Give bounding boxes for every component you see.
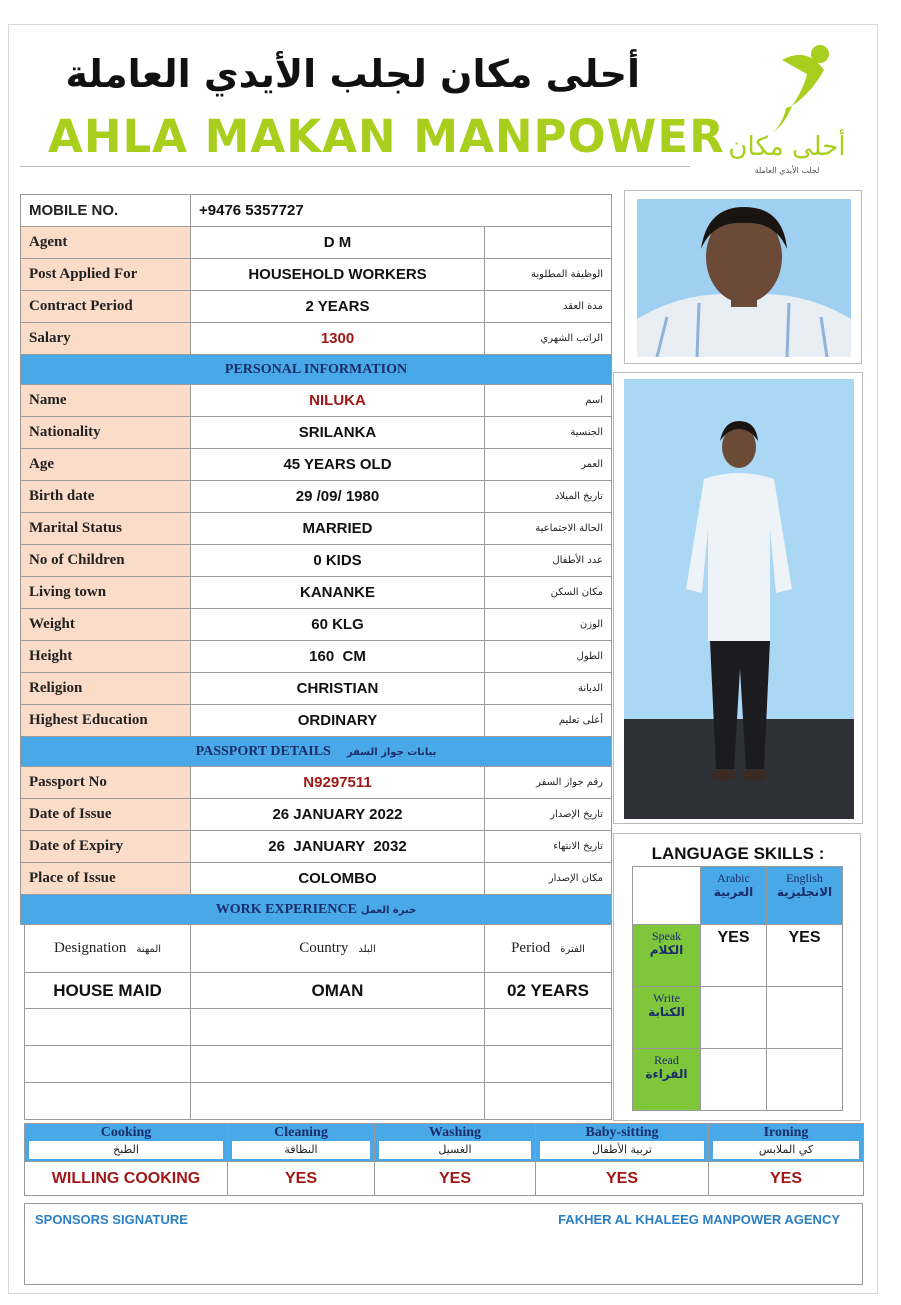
weight-label: Weight	[21, 609, 191, 641]
agent-label: Agent	[21, 227, 191, 259]
birthdate-value: 29 /09/ 1980	[191, 481, 485, 513]
height-label: Height	[21, 641, 191, 673]
full-body-photo	[613, 372, 863, 824]
work-section-title-arabic: خبرة العمل	[360, 904, 417, 916]
passport-no-label: Passport No	[21, 767, 191, 799]
english-column-header	[767, 867, 843, 925]
age-value: 45 YEARS OLD	[191, 449, 485, 481]
religion-arabic: الديانة	[485, 673, 612, 705]
read-ar: القراءة	[645, 1067, 688, 1081]
country-header	[191, 925, 485, 973]
sponsor-signature-label: SPONSORS SIGNATURE	[35, 1212, 188, 1227]
table-row	[21, 799, 612, 831]
post-arabic: الوظيفة المطلوبة	[485, 259, 612, 291]
table-row	[21, 259, 612, 291]
babysitting-header	[536, 1124, 709, 1162]
salary-arabic: الراتب الشهري	[485, 323, 612, 355]
ironing-header	[709, 1124, 864, 1162]
cleaning-value: YES	[228, 1162, 375, 1196]
expiry-date-label: Date of Expiry	[21, 831, 191, 863]
issue-date-label: Date of Issue	[21, 799, 191, 831]
issue-place-arabic: مكان الإصدار	[485, 863, 612, 895]
designation-header-ar: المهنة	[136, 944, 162, 955]
language-skills-table	[632, 866, 843, 1111]
table-row	[21, 577, 612, 609]
work-section-header	[21, 895, 612, 925]
portrait-illustration	[637, 199, 851, 357]
birthdate-arabic: تاريخ الميلاد	[485, 481, 612, 513]
education-arabic: أعلى تعليم	[485, 705, 612, 737]
header-divider	[20, 166, 690, 167]
passport-section	[21, 737, 612, 767]
language-skills-title: LANGUAGE SKILLS :	[651, 844, 825, 863]
passport-section-title-arabic: بيانات جواز السفر	[346, 746, 437, 758]
speak-row-header	[633, 925, 701, 987]
language-header-row	[633, 867, 843, 925]
table-row	[21, 291, 612, 323]
cooking-ar: الطبخ	[29, 1141, 223, 1159]
birthdate-label: Birth date	[21, 481, 191, 513]
language-corner-cell	[633, 867, 701, 925]
contract-arabic: مدة العقد	[485, 291, 612, 323]
washing-ar: الغسيل	[379, 1141, 531, 1159]
cleaning-en: Cleaning	[274, 1125, 328, 1140]
washing-value: YES	[375, 1162, 536, 1196]
period-header-ar: الفترة	[560, 944, 585, 955]
portrait-photo	[624, 190, 862, 364]
table-row	[21, 545, 612, 577]
town-arabic: مكان السكن	[485, 577, 612, 609]
table-row	[21, 481, 612, 513]
period-header	[485, 925, 612, 973]
write-english-value	[767, 987, 843, 1049]
write-arabic-value	[701, 987, 767, 1049]
issue-date-value: 26 JANUARY 2022	[191, 799, 485, 831]
town-value: KANANKE	[191, 577, 485, 609]
agent-value: D M	[191, 227, 485, 259]
weight-arabic: الوزن	[485, 609, 612, 641]
nationality-arabic: الجنسية	[485, 417, 612, 449]
country-value: OMAN	[191, 973, 485, 1009]
height-value: 160 CM	[191, 641, 485, 673]
designation-header-en: Designation	[53, 940, 127, 956]
ironing-en: Ironing	[763, 1125, 809, 1140]
write-row-header	[633, 987, 701, 1049]
designation-header	[25, 925, 191, 973]
english-column-ar: الانجليزية	[776, 885, 833, 899]
table-row	[633, 987, 843, 1049]
nationality-value: SRILANKA	[191, 417, 485, 449]
table-row	[21, 385, 612, 417]
read-arabic-value	[701, 1049, 767, 1111]
children-arabic: عدد الأطفال	[485, 545, 612, 577]
name-label: Name	[21, 385, 191, 417]
babysitting-en: Baby-sitting	[585, 1125, 659, 1140]
skills-value-row	[25, 1162, 864, 1196]
town-label: Living town	[21, 577, 191, 609]
period-value: 02 YEARS	[485, 973, 612, 1009]
education-value: ORDINARY	[191, 705, 485, 737]
table-row	[21, 513, 612, 545]
passport-no-arabic: رقم جواز السفر	[485, 767, 612, 799]
height-arabic: الطول	[485, 641, 612, 673]
personal-section-title: PERSONAL INFORMATION	[21, 355, 612, 385]
signature-box	[24, 1203, 863, 1285]
period-header-en: Period	[511, 940, 551, 956]
table-row	[21, 641, 612, 673]
cooking-header	[25, 1124, 228, 1162]
salary-label: Salary	[21, 323, 191, 355]
arabic-column-ar: العربية	[713, 885, 754, 899]
table-row	[21, 863, 612, 895]
table-row	[633, 925, 843, 987]
skills-header-row	[25, 1124, 864, 1162]
language-skills-box	[613, 833, 861, 1121]
arabic-column-header	[701, 867, 767, 925]
table-row	[21, 449, 612, 481]
table-row	[21, 323, 612, 355]
table-row	[25, 973, 612, 1009]
speak-en: Speak	[651, 929, 682, 943]
household-skills-table	[24, 1123, 864, 1196]
age-label: Age	[21, 449, 191, 481]
table-row	[25, 1009, 612, 1046]
passport-no-value: N9297511	[191, 767, 485, 799]
agent-arabic	[485, 227, 612, 259]
washing-en: Washing	[428, 1125, 482, 1140]
ironing-ar: كي الملابس	[713, 1141, 859, 1159]
speak-ar: الكلام	[649, 943, 684, 957]
table-row	[21, 417, 612, 449]
children-value: 0 KIDS	[191, 545, 485, 577]
table-row	[21, 705, 612, 737]
personal-section-header	[21, 355, 612, 385]
passport-section-header	[21, 737, 612, 767]
age-arabic: العمر	[485, 449, 612, 481]
cleaning-ar: النظافة	[232, 1141, 370, 1159]
marital-label: Marital Status	[21, 513, 191, 545]
expiry-date-arabic: تاريخ الانتهاء	[485, 831, 612, 863]
religion-label: Religion	[21, 673, 191, 705]
speak-english-value: YES	[767, 925, 843, 987]
table-row	[21, 609, 612, 641]
country-header-ar: البلد	[358, 944, 376, 955]
education-label: Highest Education	[21, 705, 191, 737]
babysitting-ar: تربية الأطفال	[540, 1141, 704, 1159]
cooking-en: Cooking	[100, 1125, 152, 1140]
children-label: No of Children	[21, 545, 191, 577]
agency-logo	[712, 40, 862, 180]
table-row	[633, 1049, 843, 1111]
cooking-value: WILLING COOKING	[25, 1162, 228, 1196]
country-header-en: Country	[299, 940, 349, 956]
arabic-column-en: Arabic	[717, 871, 750, 885]
logo-arabic-text: أحلى مكان	[728, 132, 846, 162]
work-section	[21, 895, 612, 925]
agency-title-english: AHLA MAKAN MANPOWER	[48, 110, 725, 163]
read-en: Read	[654, 1053, 679, 1067]
speak-arabic-value: YES	[701, 925, 767, 987]
religion-value: CHRISTIAN	[191, 673, 485, 705]
designation-value: HOUSE MAID	[25, 973, 191, 1009]
nationality-label: Nationality	[21, 417, 191, 449]
logo-subtitle: لجلب الأيدي العاملة	[754, 166, 820, 175]
english-column-en: English	[786, 871, 823, 885]
passport-section-title: PASSPORT DETAILS	[195, 743, 331, 759]
agency-title-arabic: أحلى مكان لجلب الأيدي العاملة	[65, 52, 640, 96]
write-en: Write	[653, 991, 680, 1005]
work-section-title: WORK EXPERIENCE	[215, 901, 357, 917]
washing-header	[375, 1124, 536, 1162]
mobile-value: +9476 5357727	[191, 195, 612, 227]
person-swing-logo-icon	[712, 40, 862, 140]
table-row	[21, 227, 612, 259]
mobile-label: MOBILE NO.	[21, 195, 191, 227]
read-row-header	[633, 1049, 701, 1111]
applicant-info-table	[20, 194, 612, 925]
post-value: HOUSEHOLD WORKERS	[191, 259, 485, 291]
marital-value: MARRIED	[191, 513, 485, 545]
contract-label: Contract Period	[21, 291, 191, 323]
issue-date-arabic: تاريخ الإصدار	[485, 799, 612, 831]
post-label: Post Applied For	[21, 259, 191, 291]
cleaning-header	[228, 1124, 375, 1162]
mobile-row	[21, 195, 612, 227]
read-english-value	[767, 1049, 843, 1111]
weight-value: 60 KLG	[191, 609, 485, 641]
table-row	[25, 1046, 612, 1083]
table-row	[25, 1083, 612, 1120]
work-header-row	[25, 925, 612, 973]
contract-value: 2 YEARS	[191, 291, 485, 323]
name-value: NILUKA	[191, 385, 485, 417]
write-ar: الكتابة	[648, 1005, 685, 1019]
marital-arabic: الحالة الاجتماعية	[485, 513, 612, 545]
issue-place-value: COLOMBO	[191, 863, 485, 895]
ironing-value: YES	[709, 1162, 864, 1196]
agency-name-label: FAKHER AL KHALEEG MANPOWER AGENCY	[558, 1212, 840, 1227]
issue-place-label: Place of Issue	[21, 863, 191, 895]
full-body-illustration	[624, 379, 854, 819]
name-arabic: اسم	[485, 385, 612, 417]
table-row	[21, 767, 612, 799]
expiry-date-value: 26 JANUARY 2032	[191, 831, 485, 863]
work-experience-table	[24, 924, 612, 1120]
table-row	[21, 831, 612, 863]
table-row	[21, 673, 612, 705]
salary-value: 1300	[191, 323, 485, 355]
babysitting-value: YES	[536, 1162, 709, 1196]
